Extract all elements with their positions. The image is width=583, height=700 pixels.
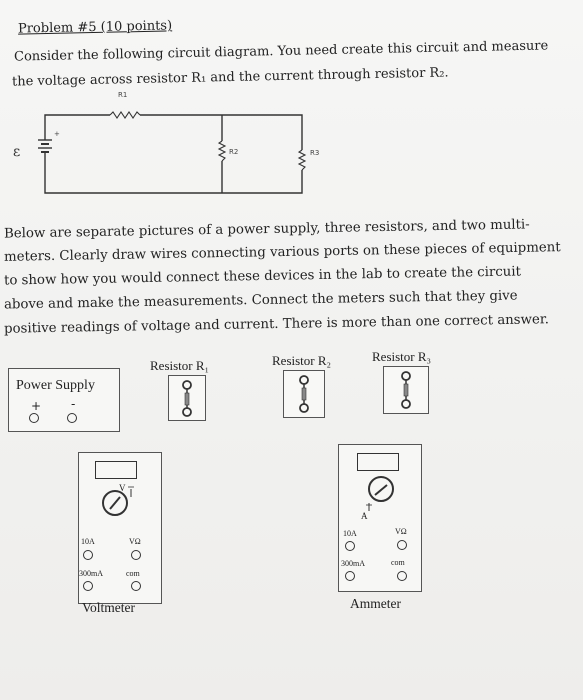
resistor-r3-terminals — [384, 367, 428, 413]
voltmeter-com-label: com — [126, 569, 140, 578]
voltmeter-vohm-label: VΩ — [129, 537, 141, 546]
power-supply-positive-terminal[interactable] — [29, 413, 39, 423]
description-line-1: Below are separate pictures of a power supply, three resistors, and two multi- — [3, 217, 530, 242]
ammeter-com-label: com — [391, 558, 405, 567]
resistor-r3-label: Resistor R₃ — [372, 349, 432, 364]
ammeter-10a-port[interactable] — [345, 541, 355, 551]
description-line-2: meters. Clearly draw wires connecting various ports on these pieces of equipment — [3, 240, 561, 265]
voltmeter-mode-symbol: V — [119, 483, 126, 493]
r3-bottom-terminal[interactable] — [402, 400, 410, 408]
r1-bottom-terminal[interactable] — [183, 408, 191, 416]
battery-symbol — [38, 140, 52, 152]
wire-bottom — [45, 152, 302, 193]
description-line-5: positive readings of voltage and current. There is more than one correct answer. — [3, 312, 550, 337]
ammeter-vohm-label: VΩ — [395, 527, 407, 536]
resistor-r2-label: Resistor R₂ — [272, 353, 332, 368]
r2-top-terminal[interactable] — [300, 376, 308, 384]
ammeter-label: Ammeter — [350, 596, 401, 611]
power-supply-negative-terminal[interactable] — [67, 413, 77, 423]
r3-resistor-symbol — [299, 150, 305, 170]
ammeter-vohm-port[interactable] — [397, 540, 407, 550]
voltmeter-display — [95, 461, 137, 479]
svg-text:+: + — [54, 130, 60, 138]
problem-title: Problem #5 (10 points) — [17, 18, 173, 37]
description-line-3: to show how you would connect these devices in the lab to create the circuit — [3, 264, 522, 289]
ammeter-com-port[interactable] — [397, 571, 407, 581]
voltmeter-10a-port[interactable] — [83, 550, 93, 560]
resistor-r1-terminals — [169, 376, 205, 420]
voltmeter-vohm-port[interactable] — [131, 550, 141, 560]
ammeter-display — [357, 453, 399, 471]
r1-top-terminal[interactable] — [183, 381, 191, 389]
problem-intro-line-2: the voltage across resistor R₁ and the current through resistor R₂. — [11, 65, 449, 90]
resistor-r1-label: Resistor R₁ — [150, 358, 210, 373]
ammeter-mode-symbol: A — [361, 511, 368, 521]
ammeter-body — [338, 444, 422, 592]
voltmeter-300ma-port[interactable] — [83, 581, 93, 591]
description-line-4: above and make the measurements. Connect the meters such that they give — [3, 288, 518, 313]
emf-symbol: ε — [13, 144, 21, 160]
voltmeter-com-port[interactable] — [131, 581, 141, 591]
problem-intro-line-1: Consider the following circuit diagram. You need create this circuit and measure — [13, 38, 549, 65]
voltmeter-10a-label: 10A — [81, 537, 95, 546]
ammeter-300ma-port[interactable] — [345, 571, 355, 581]
r2-bottom-terminal[interactable] — [300, 404, 308, 412]
resistor-r1-box — [168, 375, 206, 421]
r3-top-terminal[interactable] — [402, 372, 410, 380]
resistor-r2-terminals — [284, 371, 324, 417]
voltmeter-body — [78, 452, 162, 604]
ammeter-300ma-label: 300mA — [341, 559, 365, 568]
power-supply-minus-sign: - — [71, 397, 76, 411]
resistor-r3-box — [383, 366, 429, 414]
resistor-r2-box — [283, 370, 325, 418]
r2-resistor-symbol — [219, 141, 225, 161]
circuit-diagram — [0, 0, 583, 215]
r1-label: R1 — [118, 91, 128, 99]
power-supply-box — [8, 368, 120, 432]
power-supply-title: Power Supply — [16, 378, 95, 393]
r3-label: R3 — [310, 149, 320, 157]
r2-label: R2 — [229, 148, 239, 156]
voltmeter-label: Voltmeter — [82, 600, 135, 615]
power-supply-plus-sign: + — [31, 399, 42, 413]
r1-resistor-symbol — [110, 112, 140, 118]
ammeter-10a-label: 10A — [343, 529, 357, 538]
voltmeter-300ma-label: 300mA — [79, 569, 103, 578]
